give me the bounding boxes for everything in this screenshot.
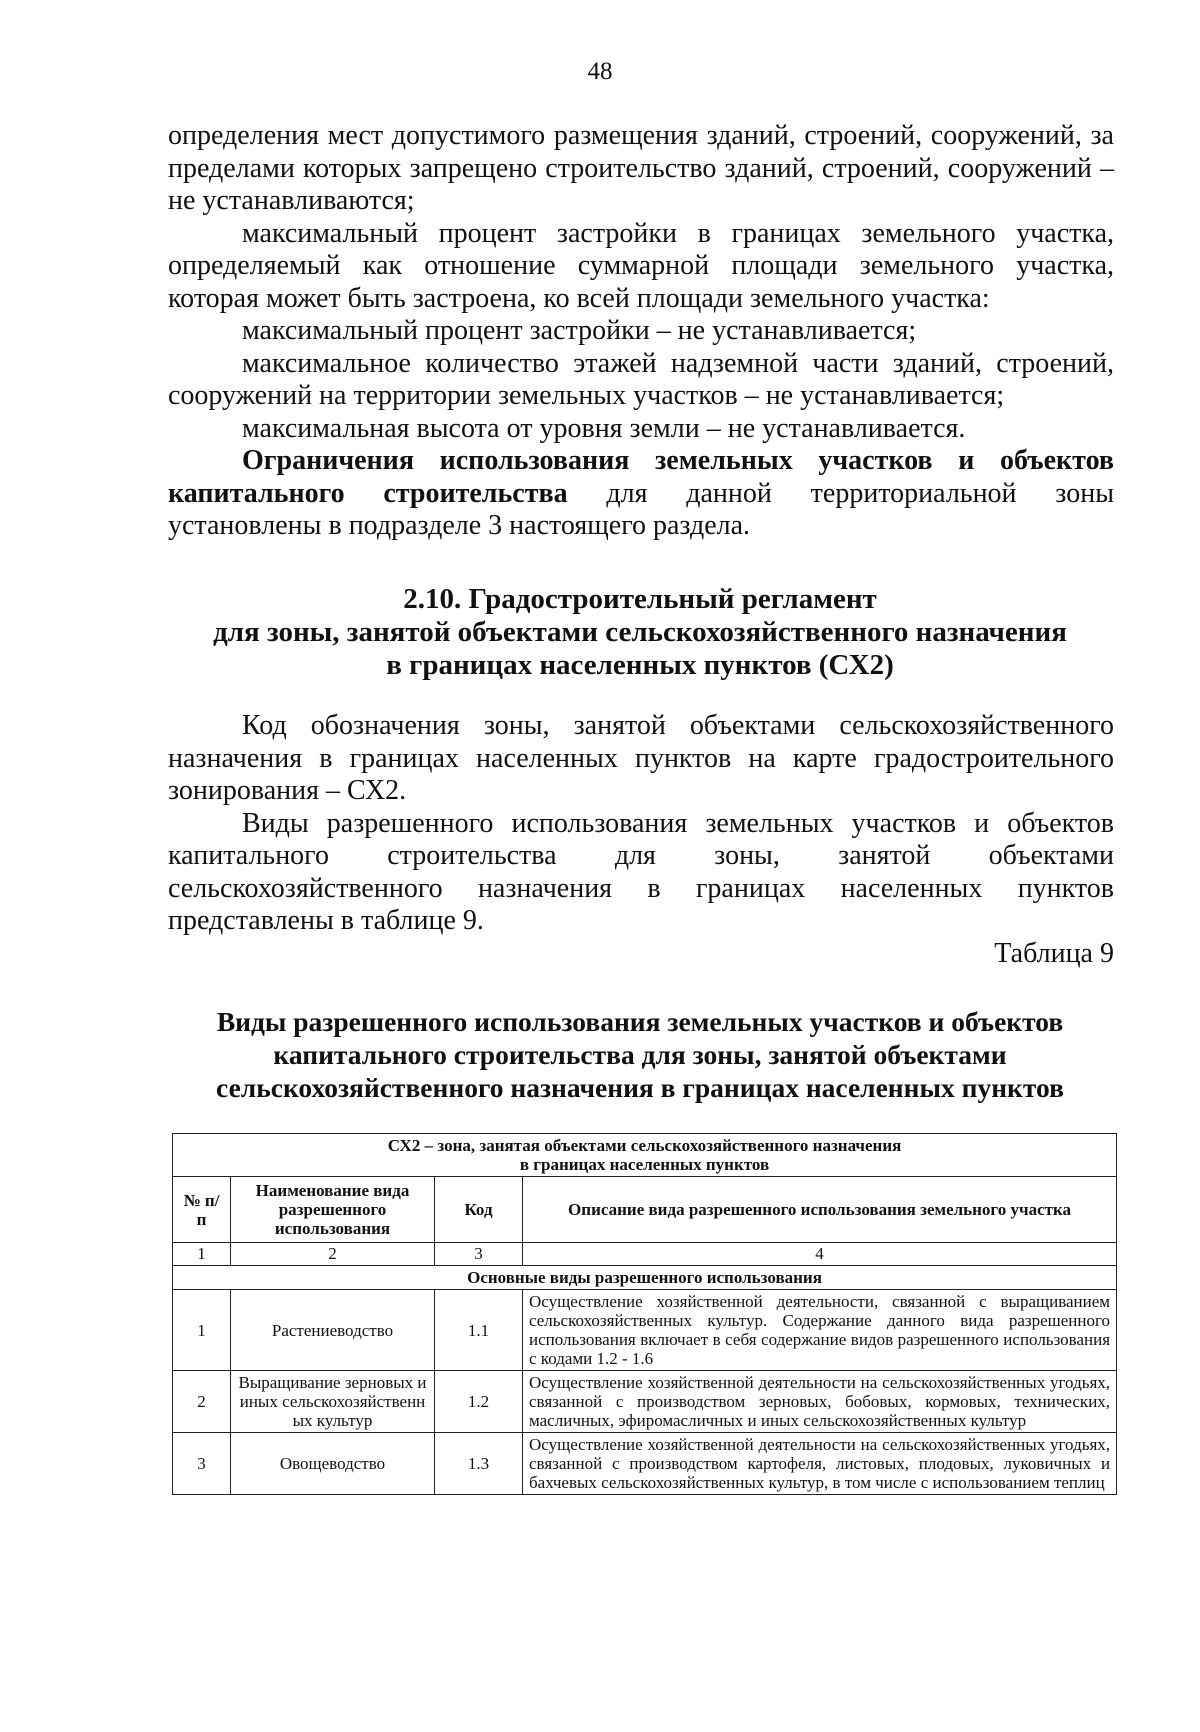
- section-title-line: для зоны, занятой объектами сельскохозяйственного назначения: [213, 616, 1067, 648]
- zone-header-row: [173, 1134, 1117, 1177]
- column-number: 3: [435, 1243, 523, 1266]
- table-row: [173, 1371, 1117, 1433]
- column-header: Наименование вида разрешенного использования: [231, 1177, 435, 1243]
- column-header: Код: [435, 1177, 523, 1243]
- section-title-line: в границах населенных пунктов (СХ2): [386, 649, 894, 681]
- restrictions-bold-text: Ограничения использования земельных участков и объектов капитального строительства: [168, 445, 1114, 509]
- table-title-line: сельскохозяйственного назначения в границах населенных пунктов: [216, 1072, 1064, 1103]
- column-header: Описание вида разрешенного использования земельного участка: [523, 1177, 1117, 1243]
- paragraph: Код обозначения зоны, занятой объектами сельскохозяйственного назначения в границах населенных пунктов на карте градостроительного зонирования – СХ2.: [168, 710, 1114, 806]
- table-title-line: капитального строительства для зоны, занятой объектами: [273, 1039, 1007, 1070]
- paragraph: Виды разрешенного использования земельных участков и объектов капитального строительства для зоны, занятой объектами сельскохозяйственного назначения в границах населенных пунктов представлены в таблице 9.: [168, 807, 1114, 936]
- paragraph: максимальный процент застройки в границах земельного участка, определяемый как отношение суммарной площади земельного участка, которая может быть застроена, ко всей площади земельного участка:: [168, 217, 1114, 314]
- page-number: 48: [587, 58, 613, 85]
- body-text: [168, 120, 1114, 543]
- table-title-line: Виды разрешенного использования земельных участков и объектов: [216, 1006, 1064, 1037]
- table-label: Таблица 9: [994, 938, 1114, 969]
- row-code: 1.1: [435, 1290, 523, 1371]
- row-description: Осуществление хозяйственной деятельности на сельскохозяйственных угодьях, связанной с производством зерновых, бобовых, кормовых, технических, масличных, эфиромасличных и иных сельскохозяйственных культур: [523, 1371, 1117, 1433]
- paragraph: определения мест допустимого размещения зданий, строений, сооружений, за пределами которых запрещено строительство зданий, строений, сооружений – не устанавливаются;: [168, 120, 1114, 216]
- row-number: 1: [173, 1290, 231, 1371]
- table-title: [140, 1005, 1140, 1104]
- paragraph: максимальное количество этажей надземной части зданий, строений, сооружений на территории земельных участков – не устанавливается;: [168, 347, 1114, 411]
- row-code: 1.3: [435, 1433, 523, 1495]
- row-code: 1.2: [435, 1371, 523, 1433]
- row-name: Растениеводство: [231, 1290, 435, 1371]
- row-number: 3: [173, 1433, 231, 1495]
- row-name: Овощеводство: [231, 1433, 435, 1495]
- table-row: [173, 1290, 1117, 1371]
- table-row: [173, 1433, 1117, 1495]
- group-row: [173, 1266, 1117, 1290]
- zone-header-line: СХ2 – зона, занятая объектами сельскохозяйственного назначения: [387, 1136, 902, 1155]
- row-description: Осуществление хозяйственной деятельности, связанной с выращиванием сельскохозяйственных культур. Содержание данного вида разрешенного использования включает в себя содержание видов разрешенного использования с кодами 1.2 - 1.6: [523, 1290, 1117, 1371]
- regulation-table: [172, 1133, 1117, 1495]
- zone-header-cell: [173, 1134, 1117, 1177]
- column-header: № п/п: [173, 1177, 231, 1243]
- column-number-row: [173, 1243, 1117, 1266]
- column-number: 4: [523, 1243, 1117, 1266]
- section-title: [140, 583, 1140, 682]
- section-title-line: 2.10. Градостроительный регламент: [403, 583, 877, 615]
- restrictions-paragraph: [168, 445, 1114, 543]
- column-number: 2: [231, 1243, 435, 1266]
- restrictions-text: для данной территориальной зоны установлены в подразделе 3 настоящего раздела.: [168, 477, 1115, 541]
- row-number: 2: [173, 1371, 231, 1433]
- column-number: 1: [173, 1243, 231, 1266]
- row-name: Выращивание зерновых и иных сельскохозяйственн ых культур: [231, 1371, 435, 1433]
- paragraph: максимальная высота от уровня земли – не устанавливается.: [242, 412, 966, 444]
- intro-text: [168, 710, 1114, 938]
- group-title: Основные виды разрешенного использования: [173, 1266, 1117, 1290]
- paragraph: максимальный процент застройки – не устанавливается;: [242, 315, 917, 346]
- zone-header-line: в границах населенных пунктов: [519, 1155, 770, 1174]
- column-header-row: [173, 1177, 1117, 1243]
- row-description: Осуществление хозяйственной деятельности на сельскохозяйственных угодьях, связанной с производством картофеля, листовых, плодовых, луковичных и бахчевых сельскохозяйственных культур, в том числе с использованием теплиц: [523, 1433, 1117, 1495]
